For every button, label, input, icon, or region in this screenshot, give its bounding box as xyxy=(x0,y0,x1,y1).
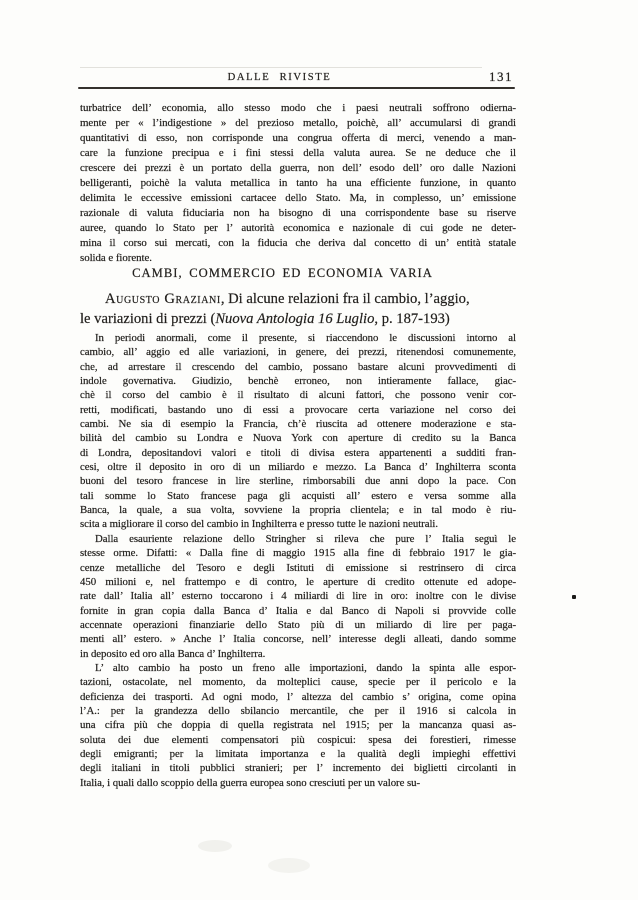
intro-line: mente per « l’indigestione » del prezioso metallo, poichè, all’ accumularsi di grandi xyxy=(80,117,516,129)
body-line: stesse orme. Difatti: « Dalla fine di maggio 1915 alla fine di febbraio 1917 le gia- xyxy=(80,547,516,560)
body-paragraph xyxy=(80,661,516,790)
body-line: accennate operazioni finanziarie dello Stato più di un miliardo di lire per paga- xyxy=(80,618,516,631)
intro-line: solida e fiorente. xyxy=(80,252,152,264)
header-rule xyxy=(78,87,515,89)
body-paragraph xyxy=(80,532,516,661)
body-line: 450 milioni e, nel frattempo e di contro, le aperture di credito ottenute ed adope- xyxy=(80,575,516,588)
intro-line: quantitativi di esso, non corrisponde una congrua offerta di merci, venendo a man- xyxy=(80,132,516,144)
body-line: cambi. Ne sia di esempio la Francia, ch’è riuscita ad ottenere moderazione e sta- xyxy=(80,418,516,431)
body-line: tali somme lo Stato francese paga gli acquisti all’ estero e versa somme alla xyxy=(80,489,516,502)
running-title: DALLE RIVISTE xyxy=(227,72,332,83)
body-line: fornite in gran copia dalla Banca d’ Italia e dal Banco di Napoli si provvide colle xyxy=(80,604,516,617)
body-line: in deposito ed oro alla Banca d’ Inghilterra. xyxy=(80,647,266,660)
body-line: di Londra, depositandovi valori e titoli di divisa estera appartenenti a sudditi fran- xyxy=(80,446,516,459)
article-title-text: le variazioni di prezzi ( xyxy=(80,310,216,327)
body-line: buoni del tesoro francese in lire sterline, rimborsabili due anni dopo la pace. Con xyxy=(80,475,516,488)
article-title xyxy=(80,290,530,329)
article-title-line xyxy=(80,290,530,310)
body-line: Italia, i quali dallo scoppio della guerra europea sono cresciuti per un valore su- xyxy=(80,776,421,789)
body-line: scita a migliorare il corso del cambio in Inghilterra e presso tutte le nazioni neutrali. xyxy=(80,518,439,531)
body-line: una cifra più che doppia di quella registrata nel 1915; per la mancanza quasi as- xyxy=(80,719,516,732)
scan-smudge xyxy=(268,858,310,873)
intro-line: care la funzione precipua e i fini stessi della valuta aurea. Se ne deduce che il xyxy=(80,147,516,159)
body-line: che, ad arrestare il crescendo del cambio, possano bastare alcuni provvedimenti di xyxy=(80,360,516,373)
body-text xyxy=(80,331,516,790)
page-header xyxy=(80,68,515,86)
body-line: cesi, oltre il deposito in oro di un miliardo e mezzo. La Banca d’ Inghilterra sconta xyxy=(80,461,516,474)
body-line: L’ alto cambio ha posto un freno alle importazioni, dando la spinta alle espor- xyxy=(95,661,516,674)
intro-line: belligeranti, poichè la valuta metallica in tanto ha una efficiente funzione, in quanto xyxy=(80,177,516,189)
intro-line: mina il corso sui mercati, con la fiducia che deriva dal concetto di un’ entità statale xyxy=(80,237,516,249)
body-line: In periodi anormali, come il presente, si riaccendono le discussioni intorno al xyxy=(95,332,516,344)
body-line: indole governativa. Giudizio, benchè erroneo, non intieramente fallace, giac- xyxy=(80,375,516,388)
body-line: chè il corso del cambio è il risultato di alcuni fattori, che possono venir cor- xyxy=(80,389,516,402)
ink-speck xyxy=(572,595,576,599)
body-line: deficienza dei trasporti. Ad ogni modo, l’ altezza del cambio s’ origina, come opina xyxy=(80,690,516,703)
article-title-line xyxy=(80,310,530,330)
body-line: degli emigranti; per la limitata importanza e la qualità degli impieghi effettivi xyxy=(80,747,516,760)
body-line: tazioni, ostacolate, nel momento, da molteplici cause, specie per il pericolo e la xyxy=(80,676,516,689)
body-line: bilità del cambio su Londra e Nuova York con aperture di credito su la Banca xyxy=(80,432,516,445)
intro-paragraph xyxy=(80,101,516,266)
body-line: menti all’ estero. » Anche l’ Italia concorse, nell’ interesse degli alleati, dando somme xyxy=(80,633,516,646)
intro-line: crescere dei prezzi è un portato della guerra, non dell’ esodo dell’ oro dalle Nazioni xyxy=(80,162,516,174)
body-line: l’A.: per la grandezza dello sbilancio mercantile, che per il 1916 si calcola in xyxy=(80,704,516,717)
body-line: Banca, la quale, a sua volta, sovviene la propria clientela; e in tal modo è riu- xyxy=(80,504,516,517)
body-line: cambio, all’ aggio ed alle variazioni, in genere, dei prezzi, ritenendosi comunemente, xyxy=(80,346,516,359)
intro-line: razionale di valuta fiduciaria non ha bisogno di una corrispondente base su riserve xyxy=(80,207,516,219)
section-heading: CAMBI, COMMERCIO ED ECONOMIA VARIA xyxy=(132,266,433,280)
body-line: cenze metalliche del Tesoro e degli Istituti di emissione si restrinsero di circa xyxy=(80,561,516,574)
body-paragraph xyxy=(80,331,516,532)
article-title-text: , Di alcune relazioni fra il cambio, l’aggio, xyxy=(220,291,470,307)
body-line: retti, modificati, bastando uno di essi a provocare certa variazione nel corso dei xyxy=(80,403,516,416)
body-line: Dalla esauriente relazione dello Stringher si rileva che pure l’ Italia seguì le xyxy=(95,532,516,545)
body-line: degli italiani in titoli pubblici stranieri; per l’ incremento dei biglietti circolanti in xyxy=(80,762,516,775)
body-line: soluta dei due elementi compensatori più cospicui: spesa dei forestieri, rimesse xyxy=(80,733,516,746)
journal-reference: Nuova Antologia 16 Luglio xyxy=(215,310,375,327)
intro-line: auree, quando lo Stato per l’ autorità economica e nazionale di cui gode ne deter- xyxy=(80,222,516,234)
intro-line: turbatrice dell’ economia, allo stesso modo che i paesi neutrali soffrono odierna- xyxy=(80,102,516,114)
intro-line: delimita le eccessive emissioni cartacee dello Stato. Ma, in complesso, un’ emissione xyxy=(80,192,516,204)
body-line: rate dall’ Italia all’ esterno toccarono i 4 miliardi di lire in oro: inoltre con le divise xyxy=(80,590,516,603)
scan-smudge xyxy=(198,840,232,852)
page-number: 131 xyxy=(489,69,513,84)
article-author: Augusto Graziani xyxy=(105,291,221,307)
article-title-text: , p. 187-193) xyxy=(374,310,450,327)
